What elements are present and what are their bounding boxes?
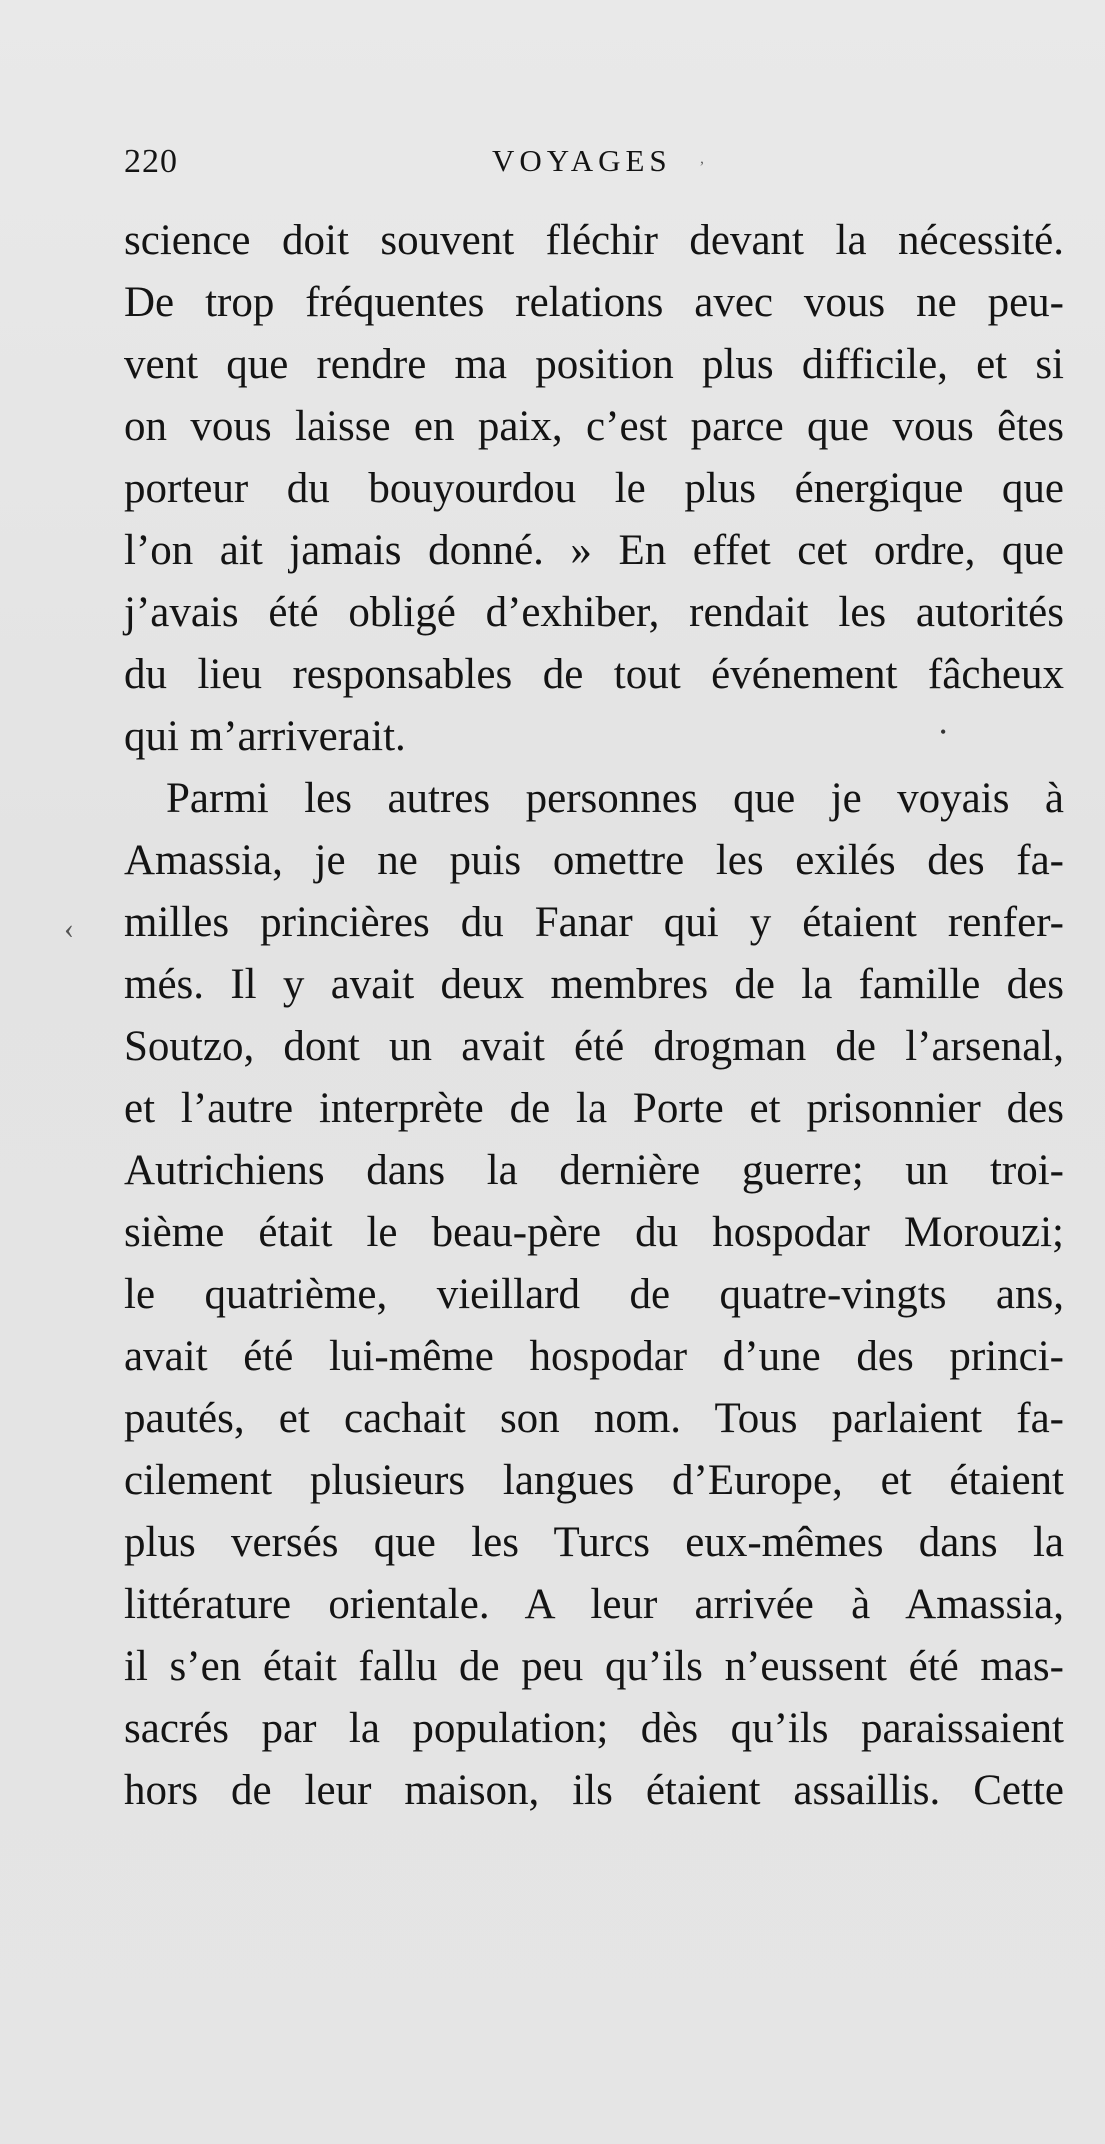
text-line: hors de leur maison, ils étaient assaillis. Cette	[124, 1767, 1064, 1814]
page-number: 220	[124, 143, 178, 180]
text-line: pautés, et cachait son nom. Tous parlaient fa-	[124, 1395, 1064, 1442]
text-line: et l’autre interprète de la Porte et prisonnier des	[124, 1085, 1064, 1132]
text-line: on vous laisse en paix, c’est parce que vous êtes	[124, 403, 1064, 450]
text-line: qui m’arriverait.	[124, 713, 406, 760]
text-line: j’avais été obligé d’exhiber, rendait les autorités	[124, 589, 1064, 636]
running-head: VOYAGES	[492, 143, 672, 178]
text-line: Parmi les autres personnes que je voyais à	[166, 775, 1064, 822]
text-line: du lieu responsables de tout événement fâcheux	[124, 651, 1064, 698]
text-line: vent que rendre ma position plus difficile, et si	[124, 341, 1064, 388]
text-line: Autrichiens dans la dernière guerre; un troi-	[124, 1147, 1064, 1194]
text-line: science doit souvent fléchir devant la nécessité.	[124, 217, 1064, 264]
text-line: sacrés par la population; dès qu’ils paraissaient	[124, 1705, 1064, 1752]
stray-mark: ‹	[64, 912, 74, 945]
stray-mark: ,	[700, 150, 704, 167]
text-line: cilement plusieurs langues d’Europe, et étaient	[124, 1457, 1064, 1504]
text-line: Amassia, je ne puis omettre les exilés des fa-	[124, 837, 1064, 884]
text-line: més. Il y avait deux membres de la famille des	[124, 961, 1064, 1008]
text-line: littérature orientale. A leur arrivée à Amassia,	[124, 1581, 1064, 1628]
text-line: l’on ait jamais donné. » En effet cet ordre, que	[124, 527, 1064, 574]
text-line: sième était le beau-père du hospodar Morouzi;	[124, 1209, 1064, 1256]
page-header	[124, 143, 1064, 193]
stray-mark: •	[940, 722, 947, 742]
text-line: il s’en était fallu de peu qu’ils n’eussent été mas-	[124, 1643, 1064, 1690]
text-line: avait été lui-même hospodar d’une des princi-	[124, 1333, 1064, 1380]
text-line: plus versés que les Turcs eux-mêmes dans la	[124, 1519, 1064, 1566]
text-line: Soutzo, dont un avait été drogman de l’arsenal,	[124, 1023, 1064, 1070]
text-line: le quatrième, vieillard de quatre-vingts ans,	[124, 1271, 1064, 1318]
text-line: De trop fréquentes relations avec vous ne peu-	[124, 279, 1064, 326]
text-line: porteur du bouyourdou le plus énergique que	[124, 465, 1064, 512]
text-line: milles princières du Fanar qui y étaient renfer-	[124, 899, 1064, 946]
body-text	[124, 210, 1064, 1822]
